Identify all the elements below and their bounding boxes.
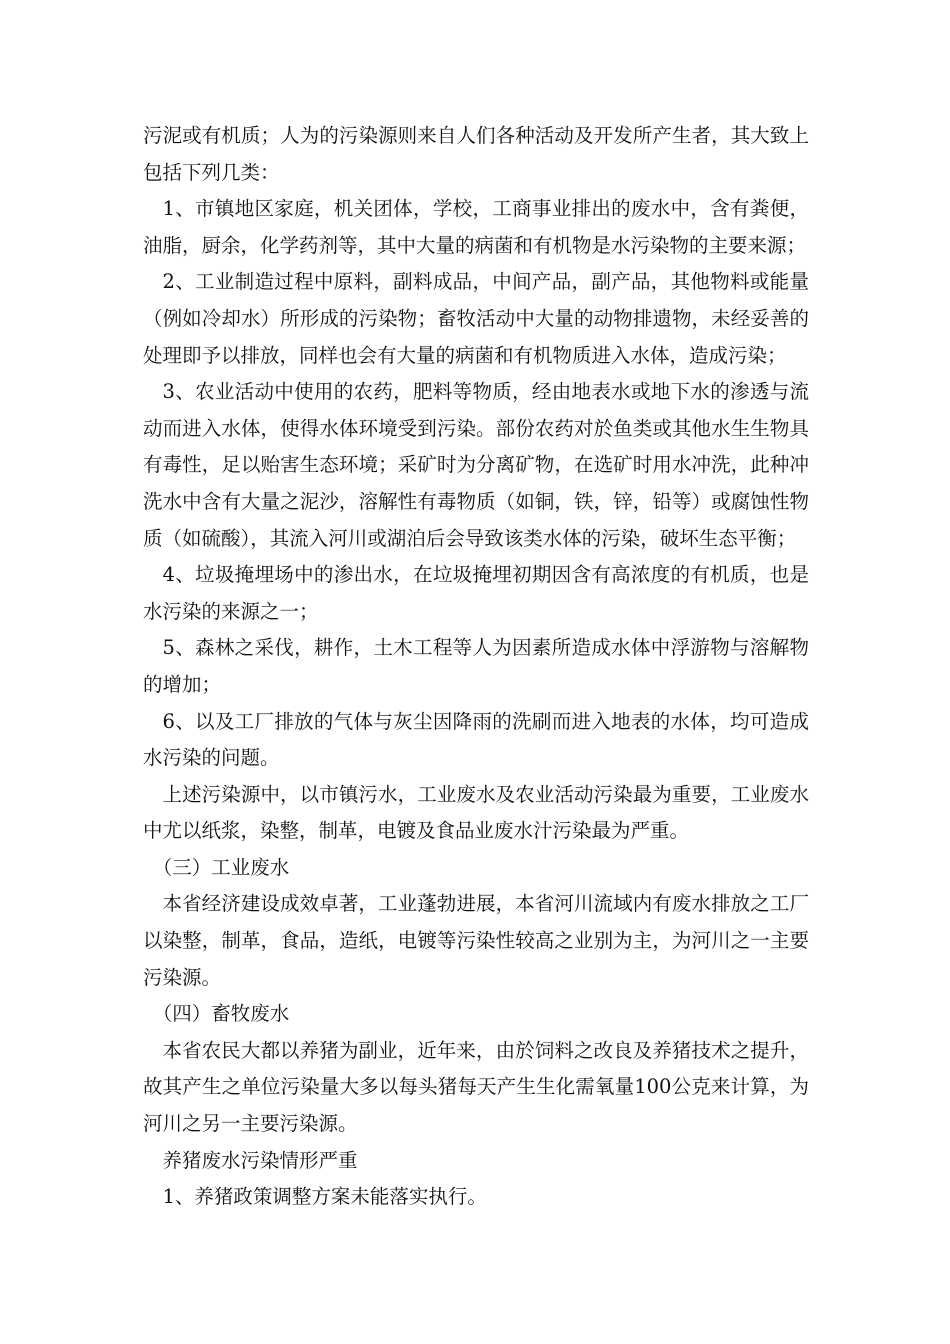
summary-paragraph: 上述污染源中，以市镇污水，工业废水及农业活动污染最为重要，工业废水中尤以纸浆，染整，制革，电镀及食品业废水汁污染最为严重。 (143, 782, 809, 843)
livestock-wastewater-paragraph: 本省农民大都以养猪为副业，近年来，由於饲料之改良及养猪技术之提升，故其产生之单位污染量大多以每头猪每天产生生化需氧量100公克来计算，为河川之另一主要污染源。 (143, 1038, 809, 1136)
document-body (143, 118, 809, 1216)
pig-policy-item-1: 1、养猪政策调整方案未能落实执行。 (162, 1185, 487, 1209)
list-item-5: 5、森林之采伐，耕作，土木工程等人为因素所造成水体中浮游物与溶解物的增加； (143, 636, 809, 696)
section-heading-industrial-wastewater: （三）工业废水 (152, 855, 290, 879)
section-heading-livestock-wastewater: （四）畜牧废水 (152, 1002, 290, 1026)
list-item-4: 4、垃圾掩埋场中的渗出水，在垃圾掩埋初期因含有高浓度的有机质，也是水污染的来源之一； (143, 563, 809, 623)
list-item-2: 2、工业制造过程中原料，副料成品，中间产品，副产品，其他物料或能量（例如冷却水）所形成的污染物；畜牧活动中大量的动物排遗物，未经妥善的处理即予以排放，同样也会有大量的病菌和有机物质进入水体，造成污染； (143, 270, 809, 367)
paragraph-continuation: 污泥或有机质；人为的污染源则来自人们各种活动及开发所产生者，其大致上包括下列几类： (143, 124, 809, 184)
list-item-6: 6、以及工厂排放的气体与灰尘因降雨的洗刷而进入地表的水体，均可造成水污染的问题。 (143, 709, 809, 770)
list-item-1: 1、市镇地区家庭，机关团体，学校，工商事业排出的废水中，含有粪便，油脂，厨余，化学药剂等，其中大量的病菌和有机物是水污染物的主要来源； (143, 197, 809, 257)
industrial-wastewater-paragraph: 本省经济建设成效卓著，工业蓬勃进展，本省河川流域内有废水排放之工厂以染整，制革，食品，造纸，电镀等污染性较高之业别为主，为河川之一主要污染源。 (143, 892, 809, 989)
subheading-pig-wastewater: 养猪废水污染情形严重 (162, 1148, 358, 1172)
list-item-3: 3、农业活动中使用的农药，肥料等物质，经由地表水或地下水的渗透与流动而进入水体，使得水体环境受到污染。部份农药对於鱼类或其他水生生物具有毒性，足以贻害生态环境；采矿时为分离矿物，在选矿时用水冲洗，此种冲洗水中含有大量之泥沙，溶解性有毒物质（如铜，铁，锌，铅等）或腐蚀性物质（如硫酸），其流入河川或湖泊后会导致该类水体的污染，破坏生态平衡； (143, 380, 809, 550)
